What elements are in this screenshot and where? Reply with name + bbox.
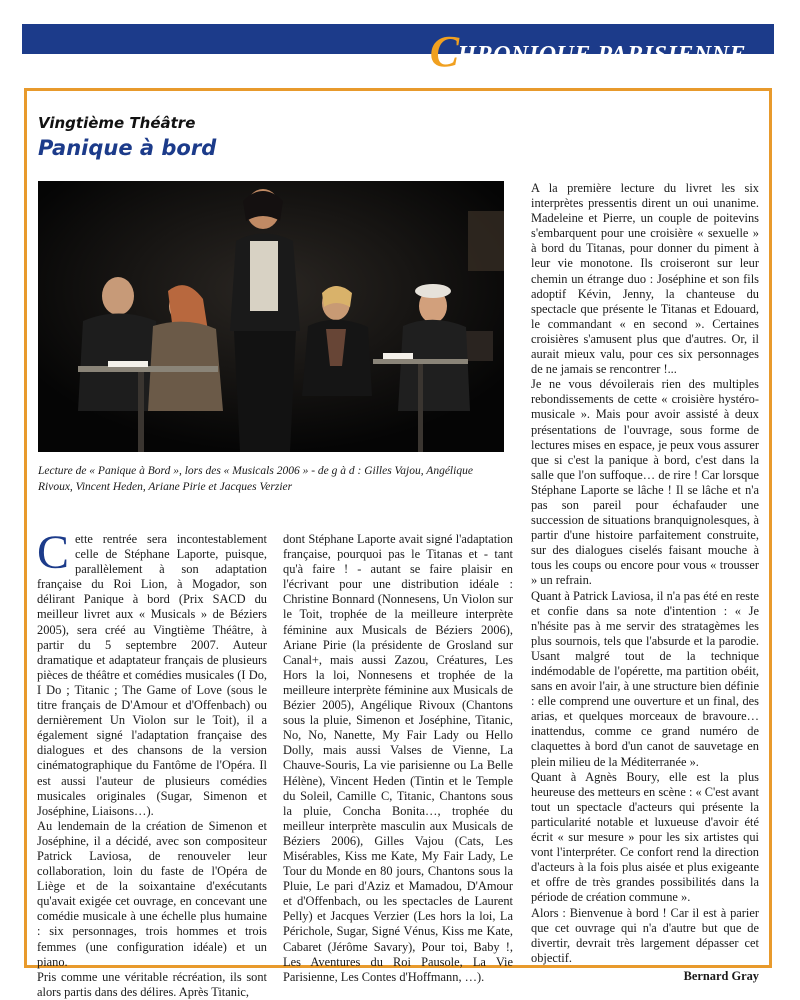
section-title	[429, 22, 746, 76]
drop-cap: C	[37, 526, 70, 579]
article-paragraph: A la première lecture du livret les six interprètes pressentis dirent un oui unanime. Madeleine et Pierre, un couple de poitevins s'embarquent pour une croisière « sexuelle » à bord du Titanas, pour donner du piment à leur vie monotone. Ils croiseront sur leur chemin un étrange duo : Joséphine et son fils adoptif Kévin, Jenny, la chanteuse du spectacle que présente le Titanas et Edouard, le commandant « en second ». Certaines croisières s'amusent plus que d'autres. Or, il aurait mieux valu, pour ces six personnages de ne jamais se rencontrer !...	[531, 181, 759, 377]
stage-photo-illustration	[38, 181, 504, 452]
article-headline: Panique à bord	[38, 136, 217, 160]
author-signature: Bernard Gray	[683, 968, 759, 983]
article-paragraph: Je ne vous dévoilerais rien des multiples rebondissements de cette « croisière hystéro-musicale ». Mais pour avoir assisté à deux présentations de l'ouvrage, sous forme de lectures mises en espace, je peux vous assurer que si c'est la panique à bord, c'est dans la salle que l'on suffoque… de rire ! Car lorsque Stéphane Laporte se lâche ! Il se lâche et n'a pas son pareil pour échafauder une succession de situations branquignolesques, à partir d'une histoire parfaitement construite, sur des dialogues ciselés faisant mouche à tous les coups ou encore pour vous « trousser » un refrain.	[531, 377, 759, 588]
article-paragraph	[37, 526, 267, 819]
article-paragraph: Quant à Patrick Laviosa, il n'a pas été en reste et confie dans sa note d'intention : « Je n'hésite pas à me servir des stratagèmes les plus sournois, tels que l'absurde et la parodie. Usant malgré tout de la technique indémodable de l'opérette, ma partition obéit, sans en avoir l'air, à une structure bien définie : elle comprend une ouverture et un final, des arias, et quelques morceaux de bravoure… inattendus, comme ce grand numéro de claquettes à bord d'un canot de sauvetage en plein milieu de la Méditerranée ».	[531, 588, 759, 769]
article-column-2	[283, 532, 513, 985]
article-paragraph: Au lendemain de la création de Simenon et Joséphine, il a décidé, avec son compositeur Patrick Laviosa, de renouveler leur collaboration, loin du faste de l'Opéra de Liège et de la soixantaine d'exécutants qu'avait exigée cet ouvrage, en concevant une comédie musicale à une échelle plus humaine : six personnages, trois hommes et trois femmes (une configuration idéale) et un piano.	[37, 818, 267, 969]
article-column-3	[531, 181, 759, 984]
article-kicker: Vingtième Théâtre	[38, 114, 196, 132]
photo-caption: Lecture de « Panique à Bord », lors des « Musicals 2006 » - de g à d : Gilles Vajou, Angélique Rivoux, Vincent Heden, Ariane Pirie et Jacques Verzier	[38, 465, 473, 493]
section-title-initial: C	[429, 27, 460, 76]
stage-photo	[38, 181, 504, 452]
paragraph-text: ette rentrée sera incontestablement celle de Stéphane Laporte, puisque, parallèlement à son adaptation française du Roi Lion, à Mogador, son délirant Panique à bord (Prix SACD du meilleur livret aux « Musicals » de Béziers 2005), sera créé au Vingtième Théâtre, à partir du 5 septembre 2007. Auteur dramatique et adaptateur français de plusieurs pièces de théâtre et comédies musicales (I Do, I Do ; Titanic ; The Game of Love (sous le titre français de D'Amour et d'Offenbach) ou dernièrement Un Violon sur le Toit), il a également signé l'adaptation française des dialogues et des chansons de la version cinématographique du Fantôme de l'Opéra. Il est aussi l'auteur de plusieurs comédies musicales originales (Sugar, Simenon et Joséphine, Liaisons…).	[37, 532, 267, 818]
article-paragraph: Quant à Agnès Boury, elle est la plus heureuse des metteurs en scène : « C'est avant tout un spectacle d'acteurs qui présente la particularité notable et luxueuse d'avoir été écrit « sur mesure » pour les six artistes qui vont l'interpréter. Ce confort rend la direction d'acteurs à la fois plus aisée et plus exigeante et offre de très grandes possibilités dans la période de création commune ».	[531, 769, 759, 905]
article-paragraph: Pris comme une véritable récréation, ils sont alors partis dans des délires. Après Titanic,	[37, 969, 267, 999]
article-column-1	[37, 526, 267, 1000]
article-paragraph: dont Stéphane Laporte avait signé l'adaptation française, pourquoi pas le Titanas et - tant qu'à faire ! - autant se faire plaisir en l'écrivant pour une distribution idéale : Christine Bonnard (Nonnesens, Un Violon sur le Toit, trophée de la meilleure interprète féminine aux Musicals de Béziers 2006), Ariane Pirie (la présidente de Grosland sur Canal+, mais aussi Zazou, Créatures, Les Hors la loi, Nonnesens et trophée de la meilleure interprète féminine aux Musicals de Bézier 2005), Angélique Rivoux (Chantons sous la pluie, Simenon et Joséphine, Titanic, No, No, Nanette, My Fair Lady ou Hello Dolly, mais aussi Valses de Vienne, La Chauve-Souris, La vie parisienne ou La Belle Hélène), Vincent Heden (Tintin et le Temple du Soleil, Camille C, Titanic, Chantons sous la pluie, Concha Bonita…, trophée du meilleur interprète masculin aux Musicals de Béziers 2006), Gilles Vajou (Cats, Les Misérables, Kiss me Kate, My Fair Lady, Le Tour du Monde en 80 jours, Chantons sous la Pluie, Le pari d'Aziz et Mamadou, D'Amour et d'Offenbach, ou les spectacles de Laurent Pelly) et Jacques Verzier (Les hors la loi, La Périchole, Sugar, Signé Vénus, Kiss me Kate, Cabaret (Jérôme Savary), Pour toi, Baby !, Les Aventures du Roi Pausole, La Vie Parisienne, Les Contes d'Hoffmann, …).	[283, 532, 513, 984]
section-title-rest: HRONIQUE PARISIENNE	[457, 42, 746, 68]
article-paragraph: Alors : Bienvenue à bord ! Car il est à parier que cet ouvrage qui n'a d'autre but que de divertir, devrait très largement dépasser cet objectif.	[531, 905, 759, 965]
section-header-bar	[22, 24, 774, 76]
